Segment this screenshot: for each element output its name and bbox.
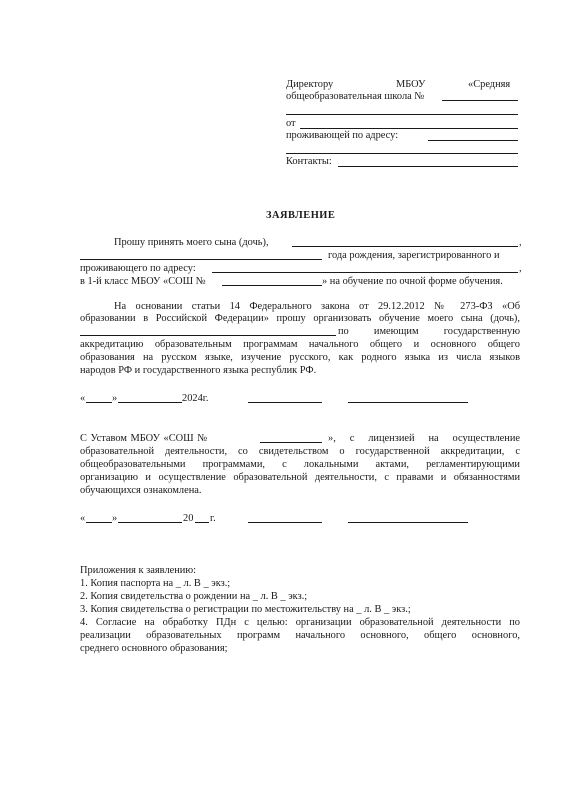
date2-year-blank (195, 522, 209, 523)
header-school-number-blank (442, 100, 518, 101)
header-school-number-label: общеобразовательная школа № (286, 91, 425, 102)
attachment-item-3: 3. Копия свидетельства о регистрации по местожительству на _ л. В _ экз.; (80, 604, 411, 615)
date1-signature-blank (248, 402, 322, 403)
header-from-label: от (286, 118, 296, 129)
attachment-item-4-line1: 4. Согласие на обработку ПДн с целью: организации образовательной деятельности по (80, 617, 520, 628)
header-contacts-blank (338, 166, 518, 167)
request-child-name-blank (292, 246, 518, 247)
header-line2 (286, 90, 424, 103)
request-line3-comma: , (519, 263, 522, 274)
basis-line3: по имеющим государственную (338, 326, 520, 337)
date1-name-blank (348, 402, 468, 403)
charter-line1-end: », с лицензией на осуществление (328, 433, 520, 444)
basis-child-name-blank (80, 335, 336, 336)
request-address-blank (212, 272, 518, 273)
request-line2: года рождения, зарегистрированного и (328, 250, 500, 261)
attachments-heading: Приложения к заявлению: (80, 565, 197, 576)
header-address-blank (428, 140, 518, 141)
attachment-item-4-line3: среднего основного образования; (80, 643, 228, 654)
date2-close-quote: » (112, 513, 118, 524)
document-title: ЗАЯВЛЕНИЕ (266, 210, 336, 221)
request-school-number-blank (222, 285, 322, 286)
charter-line5: обучающихся ознакомлена. (80, 485, 202, 496)
charter-line1-start: С Уставом МБОУ «СОШ № (80, 433, 208, 444)
header-mbou: МБОУ (396, 79, 426, 90)
attachment-item-2: 2. Копия свидетельства о рождении на _ л. В _ экз.; (80, 591, 308, 602)
request-line4-end: » на обучение по очной форме обучения. (322, 276, 503, 287)
charter-line2: образовательной деятельности, со свидетельством о государственной аккредитации, с (80, 446, 520, 457)
header-director: Директору (286, 79, 334, 90)
basis-line2: образовании в Российской Федерации» прошу организовать обучение моего сына (дочь), (80, 313, 520, 324)
date2-month-blank (118, 522, 182, 523)
date1-day-blank (86, 402, 112, 403)
charter-line4: организацию и осуществление образовательной деятельности, с правами и обязанностями (80, 472, 520, 483)
basis-line4: аккредитацию образовательным программам начального общего и основного общего (80, 339, 520, 350)
basis-line6: народов РФ и государственного языка республик РФ. (80, 365, 317, 376)
attachment-item-4-line2: реализации образовательных программ начального основного, общего основного, (80, 630, 520, 641)
attachment-item-1: 1. Копия паспорта на _ л. В _ экз.; (80, 578, 231, 589)
request-birth-year-blank (80, 259, 322, 260)
date1-year: 2024г. (182, 393, 209, 404)
request-line3: проживающего по адресу: (80, 263, 196, 274)
date2-day-blank (86, 522, 112, 523)
date2-open-quote: « (80, 513, 86, 524)
date1-open-quote: « (80, 393, 86, 404)
date2-name-blank (348, 522, 468, 523)
charter-school-number-blank (260, 442, 322, 443)
date1-month-blank (118, 402, 182, 403)
header-school-type: «Средняя (468, 79, 511, 90)
header-blank-line3 (286, 114, 518, 115)
header-address-blank-2 (286, 153, 518, 154)
header-contacts-label: Контакты: (286, 156, 332, 167)
request-line1: Прошу принять моего сына (дочь), (114, 237, 269, 248)
basis-line5: образования на русском языке, изучение русского, как родного языка из числа языков (80, 352, 520, 363)
date2-signature-blank (248, 522, 322, 523)
charter-line3: общеобразовательными программами, с локальными актами, регламентирующими (80, 459, 520, 470)
header-residing-label: проживающей по адресу: (286, 130, 399, 141)
request-line4-start: в 1-й класс МБОУ «СОШ № (80, 276, 206, 287)
date1-close-quote: » (112, 393, 118, 404)
date2-year-suffix: г. (210, 513, 216, 524)
date2-year-prefix: 20 (183, 513, 194, 524)
basis-line1: На основании статьи 14 Федерального закона от 29.12.2012 № 273-ФЗ «Об (114, 301, 520, 312)
request-line1-comma: , (519, 237, 522, 248)
